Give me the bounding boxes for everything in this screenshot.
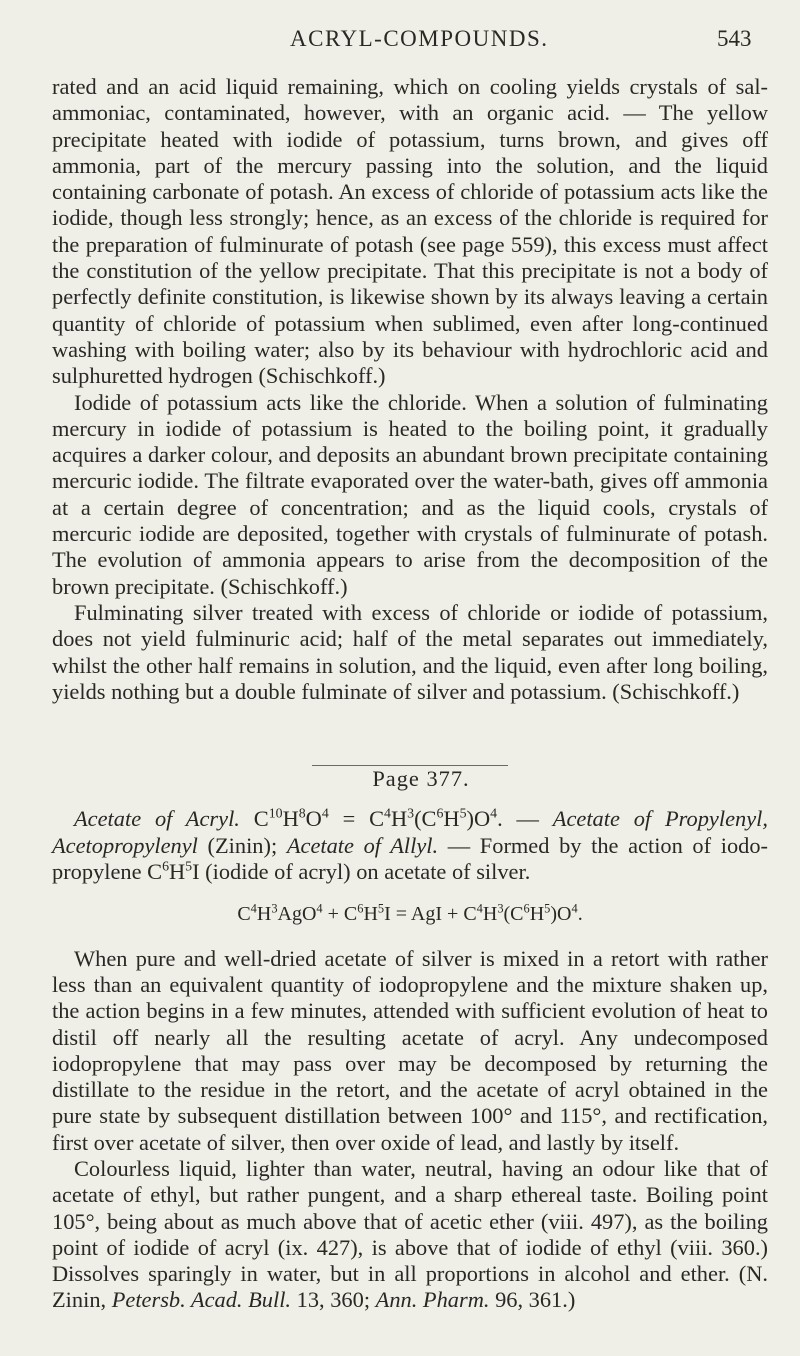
- citation-journal: Petersb. Acad. Bull.: [111, 1287, 292, 1313]
- paragraph-properties: [52, 1156, 768, 1314]
- running-title: ACRYL-COMPOUNDS.: [290, 26, 549, 51]
- synonym-name-allyl: Acetate of Allyl.: [286, 832, 439, 858]
- paragraph-fulminating-silver: Fulminating silver treated with excess of chloride or iodide of potassium, does not yield fulminuric acid; half of the metal separates out immediately, whilst the other half remains in solution, and the liquid, even after long boiling, yields nothing but a double fulminate of silver and potassium. (Schischkoff.): [52, 599, 768, 704]
- em-dash: —: [516, 806, 539, 832]
- formation-text: — Formed by the action of iodo-propylene $C^6H^5I$ (iodide of acryl) on acetate of silver.: [52, 832, 768, 885]
- acetate-of-acryl-heading: [52, 806, 768, 885]
- compound-name: Acetate of Acryl.: [74, 806, 240, 832]
- page-body: [52, 74, 768, 1314]
- paragraph-yellow-precipitate: rated and an acid liquid remaining, which on cooling yields crystals of sal-ammoniac, contaminated, however, with an organic acid. — The yellow precipitate heated with iodide of potassium, turns brown, and gives off ammonia, part of the mercury passing into the solution, and the liquid containing carbonate of potash. An excess of chloride of potassium acts like the iodide, though less strongly; hence, as an excess of the chloride is required for the preparation of fulminurate of potash (see page 559), this excess must affect the constitution of the yellow precipitate. That this precipitate is not a body of perfectly definite constitution, is likewise shown by its always leaving a certain quantity of chloride of potassium when sublimed, even after long-continued washing with boiling water; also by its behaviour with hydrochloric acid and sulphuretted hydrogen (Schischkoff.): [52, 74, 768, 389]
- formula-line: $C^{10}H^8O^4 = C^4H^3(C^6H^5)O^4$.: [253, 806, 503, 832]
- synonym-author: (Zinin);: [207, 832, 278, 858]
- page-reference-heading: Page 377.: [372, 766, 470, 792]
- citation-volume-2: 96, 361.): [495, 1287, 576, 1313]
- page-number: 543: [717, 26, 752, 51]
- synonym-name: Acetate of Propylenyl, Acetopropylenyl: [52, 806, 768, 858]
- page-header: [0, 26, 800, 56]
- citation-journal-2: Ann. Pharm.: [375, 1287, 490, 1313]
- spacer: [52, 792, 768, 806]
- paragraph-preparation: When pure and well-dried acetate of silver is mixed in a retort with rather less than an equivalent quantity of iodopropylene and the mixture shaken up, the action begins in a few minutes, attended with sufficient evolution of heat to distil off nearly all the resulting acetate of acryl. Any undecomposed iodopropylene that may pass over may be decomposed by returning the distillate to the residue in the retort, and the acetate of acryl obtained in the pure state by subsequent distillation between 100° and 115°, and rectification, first over acetate of silver, then over oxide of lead, and lastly by itself.: [52, 945, 768, 1155]
- citation-volume: 13, 360;: [296, 1287, 371, 1313]
- properties-text: Colourless liquid, lighter than water, neutral, having an odour like that of acetate of ethyl, but rather pungent, and a sharp ethereal taste. Boiling point 105°, being about as much above that of acetic ether (viii. 497), as the boiling point of iodide of acryl (ix. 427), is above that of iodide of ethyl (viii. 360.) Dissolves sparingly in water, but in all proportions in alcohol and ether. (N. Zinin,: [52, 1155, 768, 1313]
- reaction-equation: $C^4H^3AgO^4 + C^6H^5I$ = AgI + $C^4H^3(C^6H^5)O^4$.: [237, 901, 583, 926]
- paragraph-iodide-of-potassium: Iodide of potassium acts like the chloride. When a solution of fulminating mercury in iodide of potassium is heated to the boiling point, it gradually acquires a darker colour, and deposits an abundant brown precipitate containing mercuric iodide. The filtrate evaporated over the water-bath, gives off ammonia at a certain degree of concentration; and as the liquid cools, crystals of mercuric iodide are deposited, together with crystals of fulminurate of potash. The evolution of ammonia appears to arise from the decomposition of the brown precipitate. (Schischkoff.): [52, 389, 768, 599]
